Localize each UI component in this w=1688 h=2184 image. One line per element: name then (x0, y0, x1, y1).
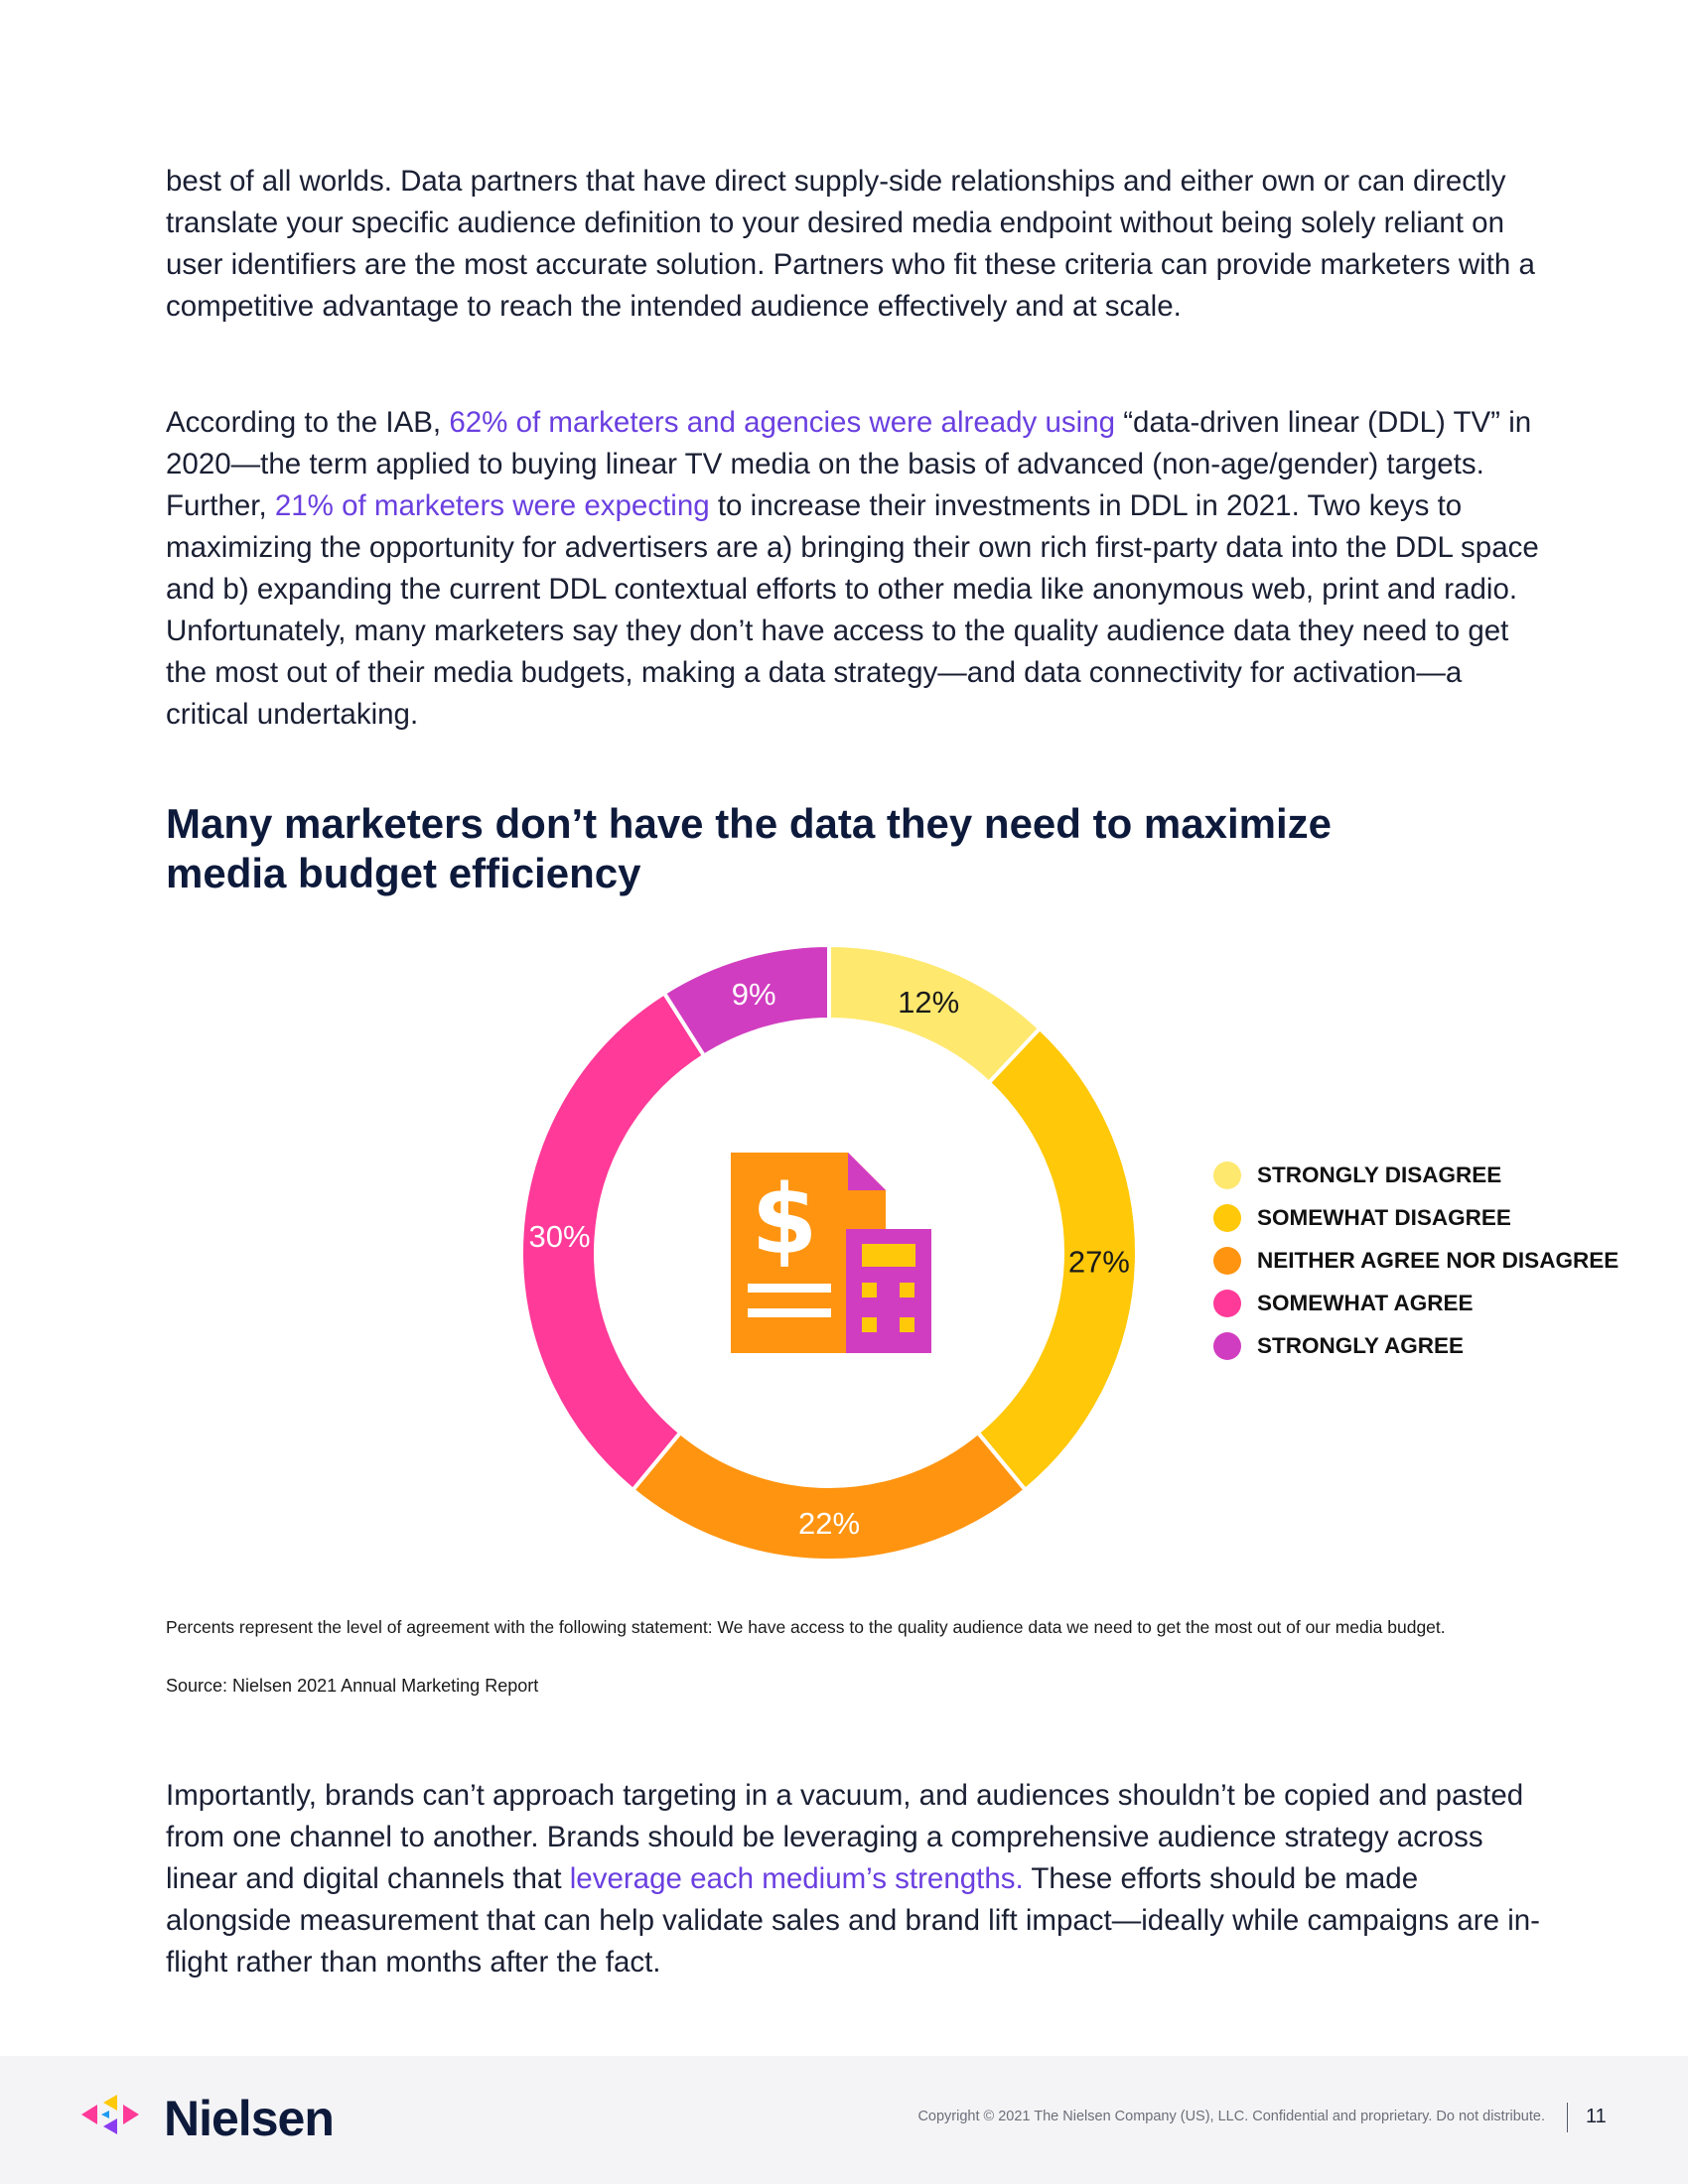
invoice-calculator-icon (731, 1153, 931, 1353)
footer-copyright: Copyright © 2021 The Nielsen Company (US), LLC. Confidential and proprietary. Do not distribute. (917, 2109, 1545, 2124)
page-number: 11 (1586, 2106, 1607, 2127)
body-paragraph-3 (166, 1775, 1546, 1983)
chart-note: Percents represent the level of agreement with the following statement: We have access to the quality audience data we need to get the most out of our media budget. (166, 1617, 1446, 1637)
footer-divider (1567, 2103, 1568, 2132)
nielsen-logo-icon (79, 2089, 159, 2140)
iab-62-percent-link[interactable]: 62% of marketers and agencies were already using (449, 406, 1116, 439)
legend-item (1213, 1196, 1618, 1239)
legend-label: SOMEWHAT DISAGREE (1257, 1204, 1511, 1230)
donut-value-label: 30% (528, 1218, 591, 1254)
chart-source: Source: Nielsen 2021 Annual Marketing Report (166, 1676, 539, 1696)
chart-title: Many marketers don’t have the data they need to maximize media budget efficiency (166, 800, 1333, 896)
legend-item (1213, 1154, 1618, 1196)
legend-swatch (1213, 1332, 1241, 1360)
legend-label: STRONGLY AGREE (1257, 1332, 1464, 1358)
svg-text:$: $ (751, 1164, 818, 1276)
donut-value-label: 12% (898, 985, 960, 1021)
marketers-21-percent-link[interactable]: 21% of marketers were expecting (274, 489, 710, 522)
donut-value-label: 22% (797, 1506, 861, 1541)
legend-item (1213, 1324, 1618, 1367)
legend-label: NEITHER AGREE NOR DISAGREE (1257, 1247, 1619, 1273)
para3-text-2: These efforts should be made alongside measurement that can help validate sales and brand lift impact—ideally while campaigns are in-flight rather than months after the fact. (166, 1862, 1540, 1979)
legend-swatch (1213, 1204, 1241, 1232)
legend-swatch (1213, 1247, 1241, 1275)
legend-swatch (1213, 1161, 1241, 1189)
legend-swatch (1213, 1290, 1241, 1317)
para2-text-1: According to the IAB, (166, 406, 450, 439)
legend-label: SOMEWHAT AGREE (1257, 1290, 1474, 1315)
legend-item (1213, 1282, 1618, 1324)
para2-text-3: to increase their investments in DDL in 2021. Two keys to maximizing the opportunity for advertisers are a) bringing their own rich first-party data into the DDL space and b) expanding the current DDL contextual efforts to other media like anonymous web, print and radio. Unfortunately, many marketers say they don’t have access to the quality audience data they need to get the most out of their media budgets, making a data strategy—and data connectivity for activation—a critical undertaking. (166, 489, 1539, 731)
donut-slice-neither-agree-nor-disagree (633, 1433, 1025, 1561)
body-paragraph-1: best of all worlds. Data partners that have direct supply-side relationships and either own or can directly translate your specific audience definition to your desired media endpoint without being solely reliant on user identifiers are the most accurate solution. Partners who fit these criteria can provide marketers with a competitive advantage to reach the intended audience effectively and at scale. (166, 165, 1535, 323)
legend-item (1213, 1239, 1618, 1282)
chart-legend (1213, 1154, 1618, 1367)
para3-text-1: Importantly, brands can’t approach targeting in a vacuum, and audiences shouldn’t be copied and pasted from one channel to another. Brands should be leveraging a comprehensive audience strategy across linear and digital channels that (166, 1779, 1524, 1895)
legend-label: STRONGLY DISAGREE (1257, 1161, 1502, 1187)
para2-text-2: “data-driven linear (DDL) TV” in 2020—the term applied to buying linear TV media on the basis of advanced (non-age/gender) targets. Further, (166, 406, 1532, 522)
donut-value-label: 27% (1067, 1244, 1130, 1280)
nielsen-logo-text: Nielsen (164, 2091, 334, 2146)
donut-value-label: 9% (731, 976, 776, 1012)
medium-strengths-link[interactable]: leverage each medium’s strengths. (569, 1862, 1024, 1895)
